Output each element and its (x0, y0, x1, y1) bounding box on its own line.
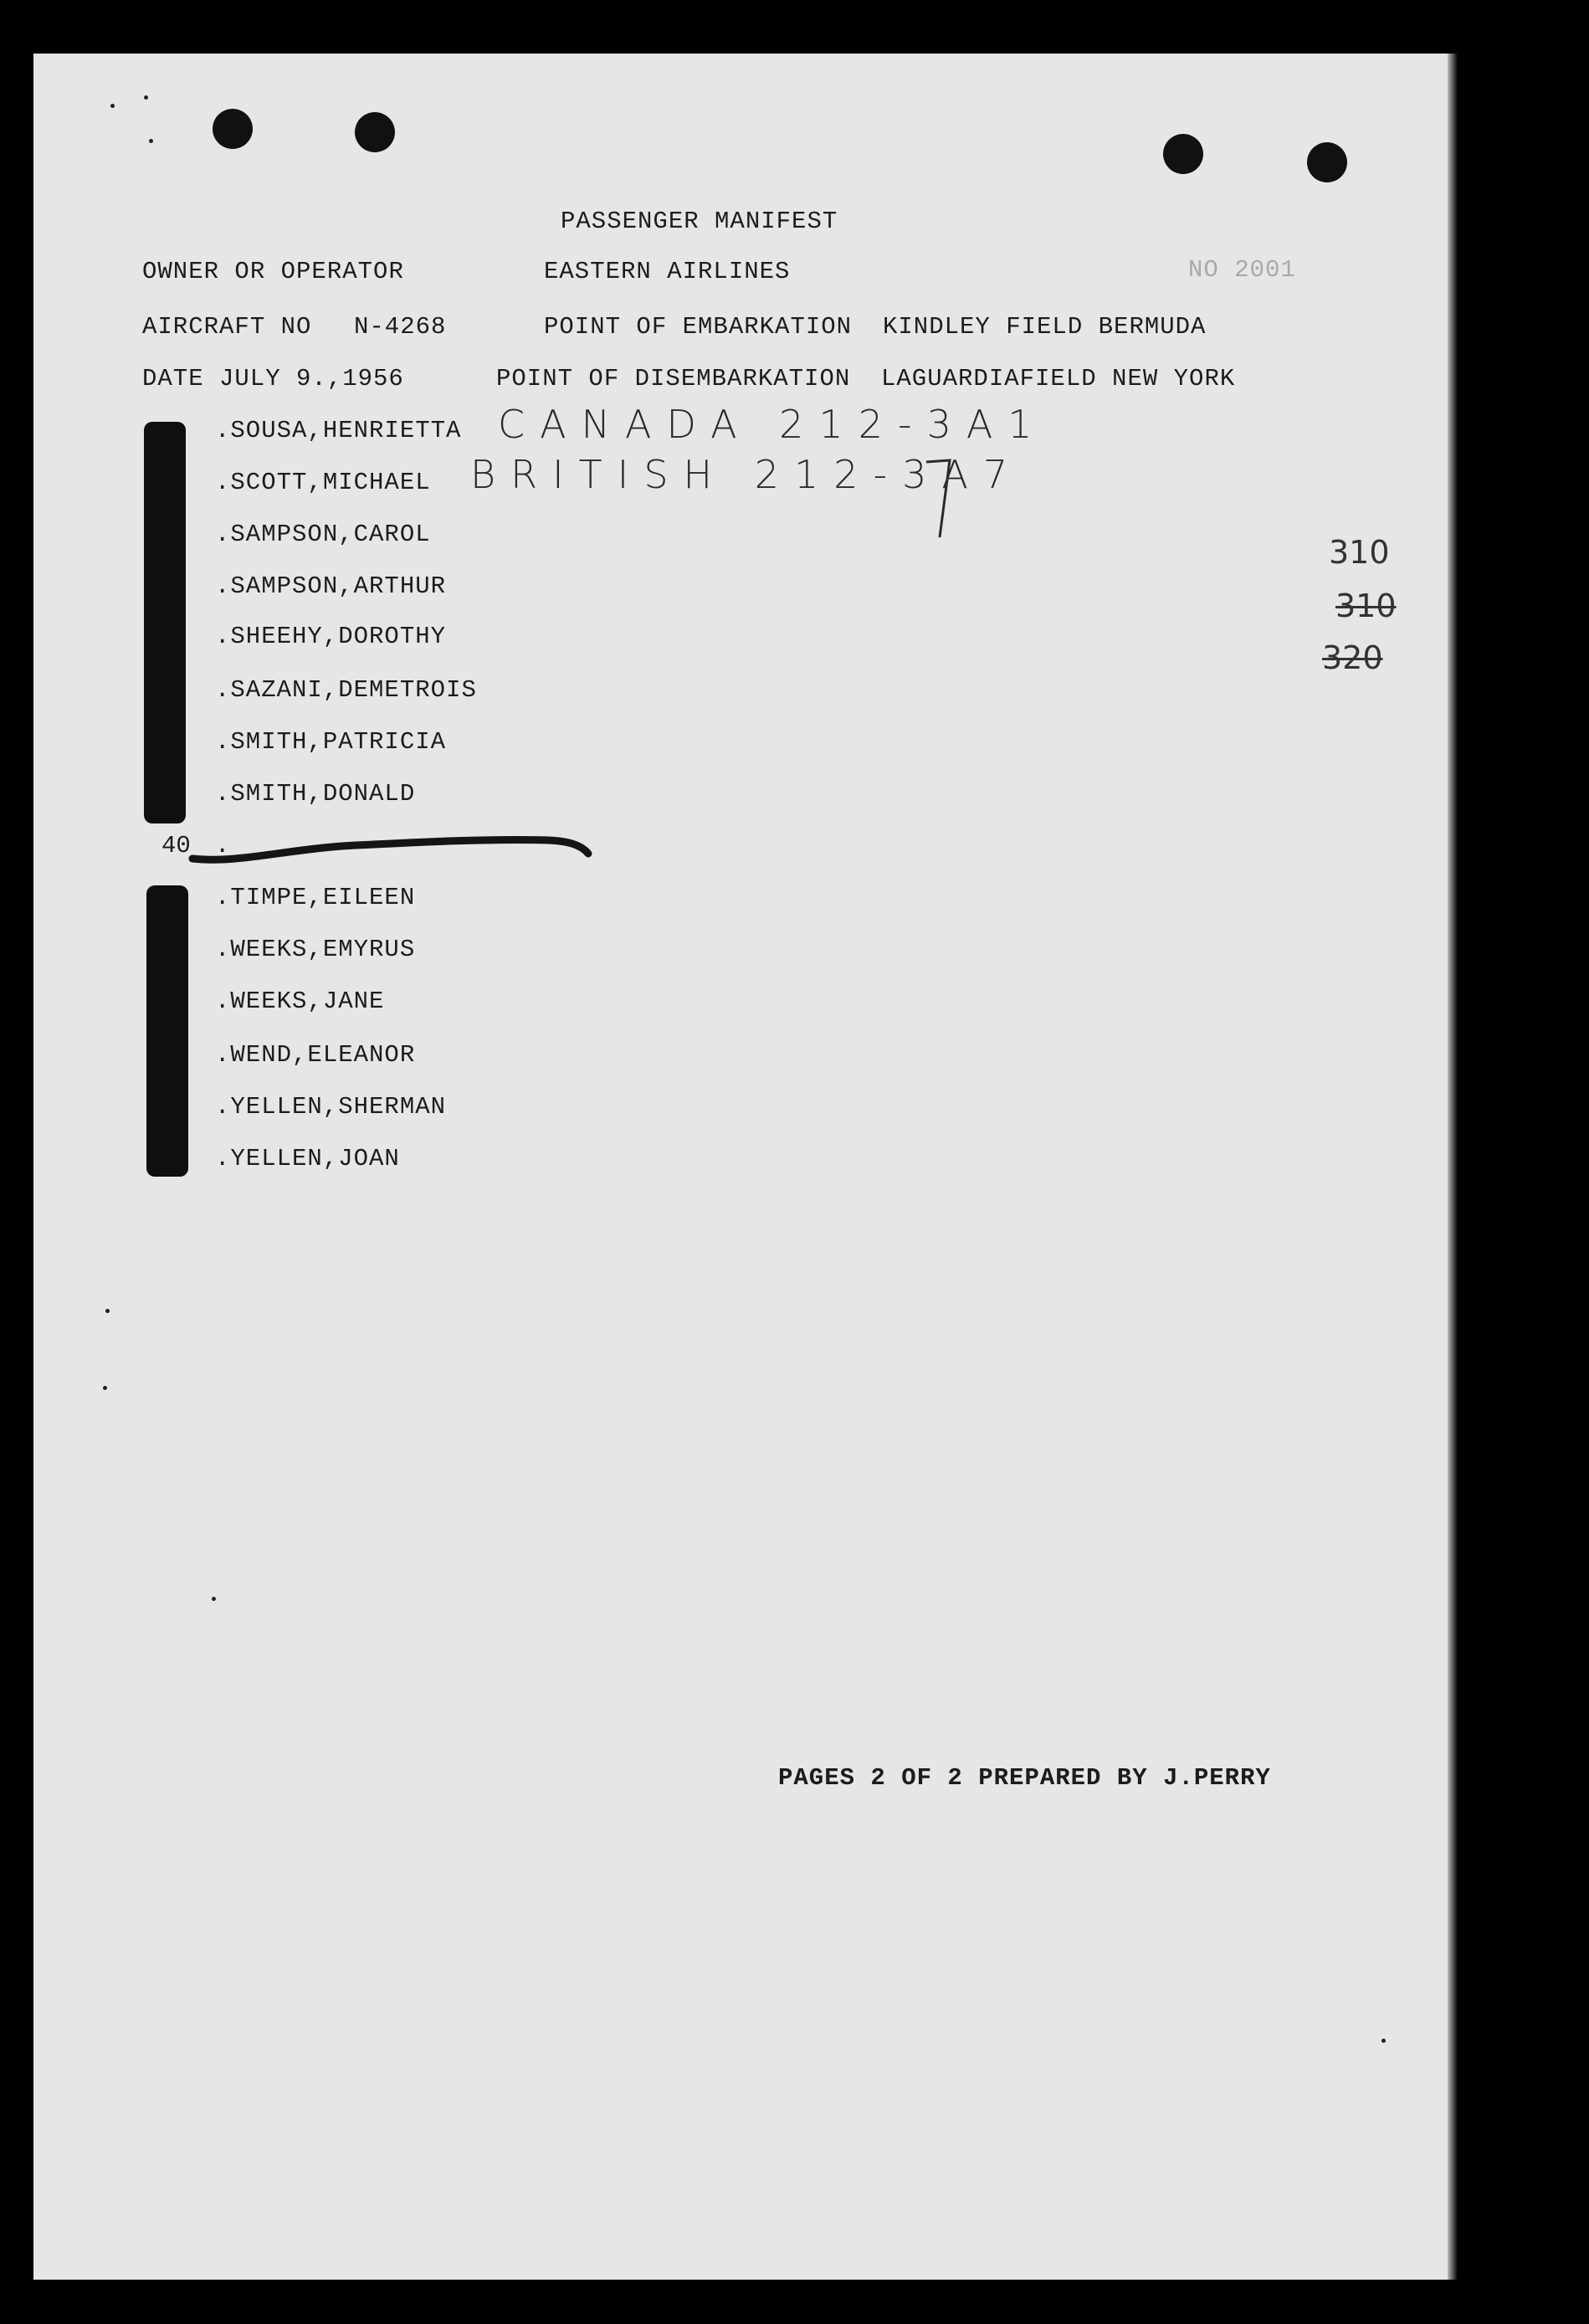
speck (212, 1597, 216, 1601)
handwritten-stroke (925, 454, 958, 546)
owner-value: EASTERN AIRLINES (544, 258, 791, 285)
passenger-name: .YELLEN,SHERMAN (215, 1093, 447, 1121)
passenger-name: .SAMPSON,CAROL (215, 521, 431, 548)
date-label: DATE (142, 365, 204, 392)
aircraft-label: AIRCRAFT NO (142, 313, 312, 341)
aircraft-value: N-4268 (354, 313, 447, 341)
date-value: JULY 9.,1956 (219, 365, 404, 392)
disembarkation-label: POINT OF DISEMBARKATION (496, 365, 851, 392)
passenger-name: .WEEKS,EMYRUS (215, 936, 416, 963)
manifest-title: PASSENGER MANIFEST (561, 208, 838, 235)
passenger-name: .SAZANI,DEMETROIS (215, 676, 477, 704)
passenger-name: .SMITH,PATRICIA (215, 728, 447, 756)
speck (105, 1309, 110, 1313)
punch-hole (1163, 134, 1203, 174)
speck (110, 104, 115, 108)
passenger-name: .SHEEHY,DOROTHY (215, 623, 447, 650)
owner-label: OWNER OR OPERATOR (142, 258, 404, 285)
handwritten-note-canada: CANADA 212-3A1 (498, 402, 1048, 447)
passenger-name: .TIMPE,EILEEN (215, 884, 416, 911)
margin-number: 310 (1329, 534, 1390, 571)
punch-hole (1307, 142, 1347, 182)
passenger-name: .SMITH,DONALD (215, 780, 416, 808)
speck (1381, 2039, 1386, 2043)
line-number: 40 (161, 832, 191, 859)
paper-edge-shadow (1448, 54, 1458, 2280)
speck (103, 1386, 107, 1390)
passenger-name: .SCOTT,MICHAEL (215, 469, 431, 496)
passenger-name: .SOUSA,HENRIETTA (215, 417, 462, 444)
passenger-name: .WEEKS,JANE (215, 988, 385, 1015)
passenger-name: .WEND,ELEANOR (215, 1041, 416, 1069)
punch-hole (213, 109, 253, 149)
redaction-mark (144, 422, 186, 823)
passenger-name: .YELLEN,JOAN (215, 1145, 400, 1172)
embarkation-value: KINDLEY FIELD BERMUDA (883, 313, 1207, 341)
speck (144, 95, 148, 100)
handwritten-note-british: BRITISH 212-3A7 (470, 452, 1023, 497)
passenger-name: . (215, 832, 231, 859)
passenger-name: .SAMPSON,ARTHUR (215, 572, 447, 600)
footer-pages: PAGES 2 OF 2 PREPARED BY J.PERRY (778, 1764, 1271, 1792)
handdrawn-strike-line (188, 823, 598, 874)
punch-hole (355, 112, 395, 152)
margin-number-struck: 320 (1322, 639, 1383, 676)
embarkation-label: POINT OF EMBARKATION (544, 313, 853, 341)
redaction-mark (146, 885, 188, 1177)
stamp-number: NO 2001 (1188, 256, 1296, 284)
speck (149, 139, 153, 143)
manifest-paper (33, 54, 1448, 2280)
margin-number-struck: 310 (1335, 587, 1397, 624)
disembarkation-value: LAGUARDIAFIELD NEW YORK (881, 365, 1236, 392)
